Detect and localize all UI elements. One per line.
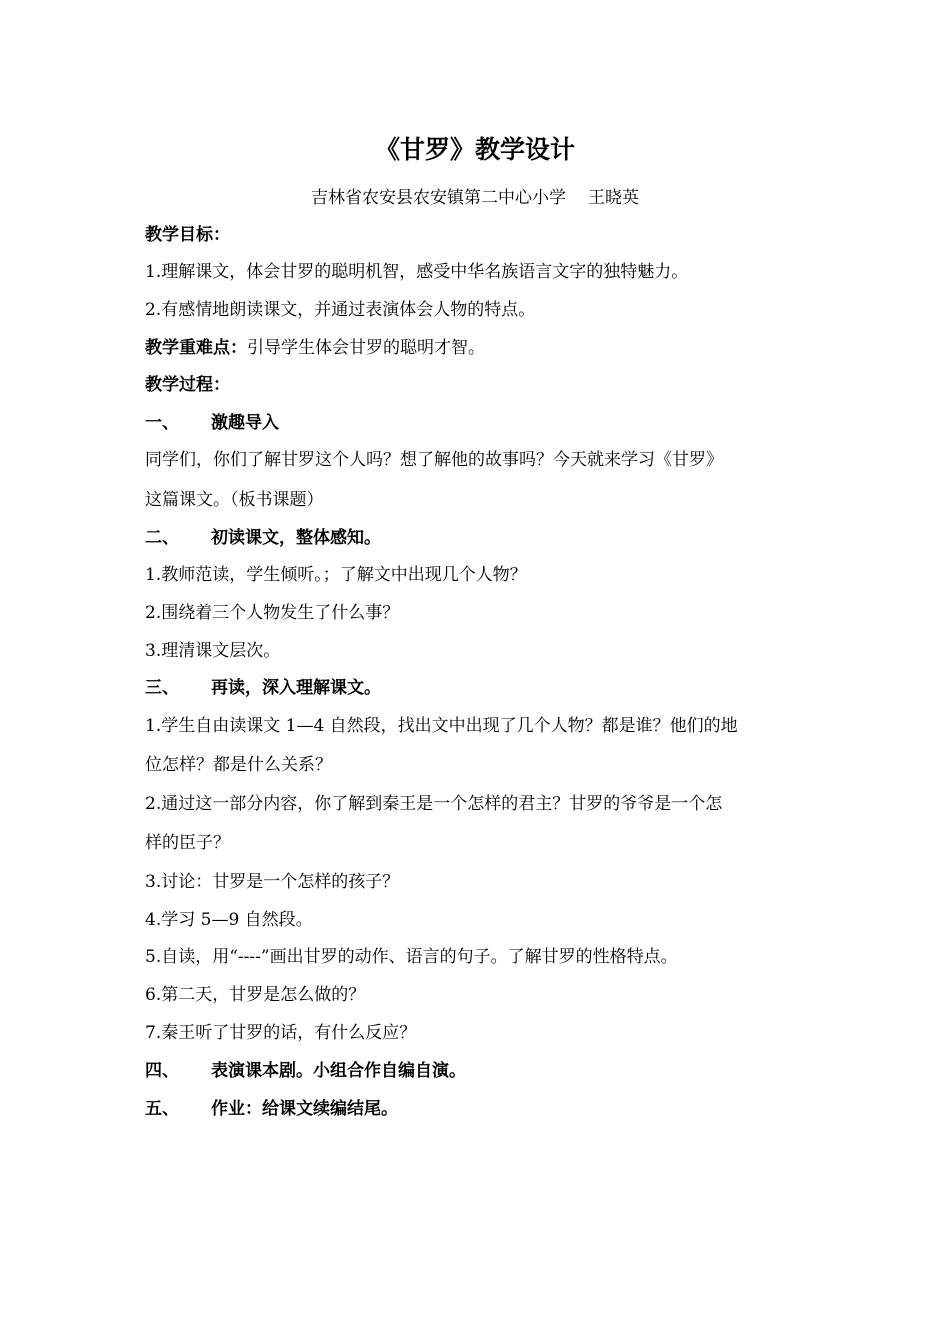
section-3-item-4: 4.学习 5—9 自然段。: [145, 910, 313, 930]
section-1-text-line-2: 这篇课文。（板书课题）: [145, 490, 324, 510]
key-points-label: 教学重难点：: [145, 338, 247, 358]
section-3-item-1-line-1: 1.学生自由读课文 1—4 自然段，找出文中出现了几个人物？都是谁？他们的地: [145, 716, 738, 736]
section-4-number: 四、: [145, 1061, 179, 1081]
section-2-item-1: 1.教师范读，学生倾听。；了解文中出现几个人物？: [145, 565, 527, 585]
section-5-heading: [145, 1096, 825, 1122]
author-school: 吉林省农安县农安镇第二中心小学: [311, 188, 566, 208]
author-name: 王晓英: [588, 188, 639, 208]
section-1-text-line-1: 同学们，你们了解甘罗这个人吗？想了解他的故事吗？今天就来学习《甘罗》: [145, 450, 723, 470]
document-title: 《甘罗》教学设计: [374, 135, 575, 164]
section-3-item-6: 6.第二天，甘罗是怎么做的？: [145, 985, 366, 1005]
section-2-title: 初读课文，整体感知。: [211, 528, 381, 548]
section-2-item-2: 2.围绕着三个人物发生了什么事？: [145, 603, 400, 623]
process-heading: 教学过程：: [145, 375, 230, 395]
section-3-item-7: 7.秦王听了甘罗的话，有什么反应？: [145, 1023, 417, 1043]
section-3-item-2-line-1: 2.通过这一部分内容，你了解到秦王是一个怎样的君主？甘罗的爷爷是一个怎: [145, 794, 723, 814]
section-5-number: 五、: [145, 1099, 179, 1119]
section-3-title: 再读，深入理解课文。: [211, 678, 381, 698]
section-3-heading: [145, 675, 825, 701]
section-3-item-1-line-2: 位怎样？都是什么关系？: [145, 755, 332, 775]
section-4-title: 表演课本剧。小组合作自编自演。: [211, 1061, 466, 1081]
section-5-title: 作业：给课文续编结尾。: [211, 1099, 398, 1119]
goal-item-2: 2.有感情地朗读课文，并通过表演体会人物的特点。: [145, 300, 536, 320]
section-4-heading: [145, 1058, 825, 1084]
section-1-number: 一、: [145, 413, 179, 433]
section-1-heading: [145, 410, 825, 436]
section-1-title: 激趣导入: [211, 413, 279, 433]
goals-heading: 教学目标：: [145, 225, 230, 245]
section-2-item-3: 3.理清课文层次。: [145, 641, 281, 661]
section-3-item-2-line-2: 样的臣子？: [145, 833, 230, 853]
section-3-item-5: 5.自读，用“----”画出甘罗的动作、语言的句子。了解甘罗的性格特点。: [145, 947, 678, 967]
key-points-text: 引导学生体会甘罗的聪明才智。: [247, 338, 485, 358]
section-3-number: 三、: [145, 678, 179, 698]
goal-item-1: 1.理解课文，体会甘罗的聪明机智，感受中华名族语言文字的独特魅力。: [145, 262, 689, 282]
author-line: [0, 185, 950, 211]
section-3-item-3: 3.讨论：甘罗是一个怎样的孩子？: [145, 872, 400, 892]
key-points-line: [145, 335, 825, 361]
section-2-heading: [145, 525, 825, 551]
section-2-number: 二、: [145, 528, 179, 548]
